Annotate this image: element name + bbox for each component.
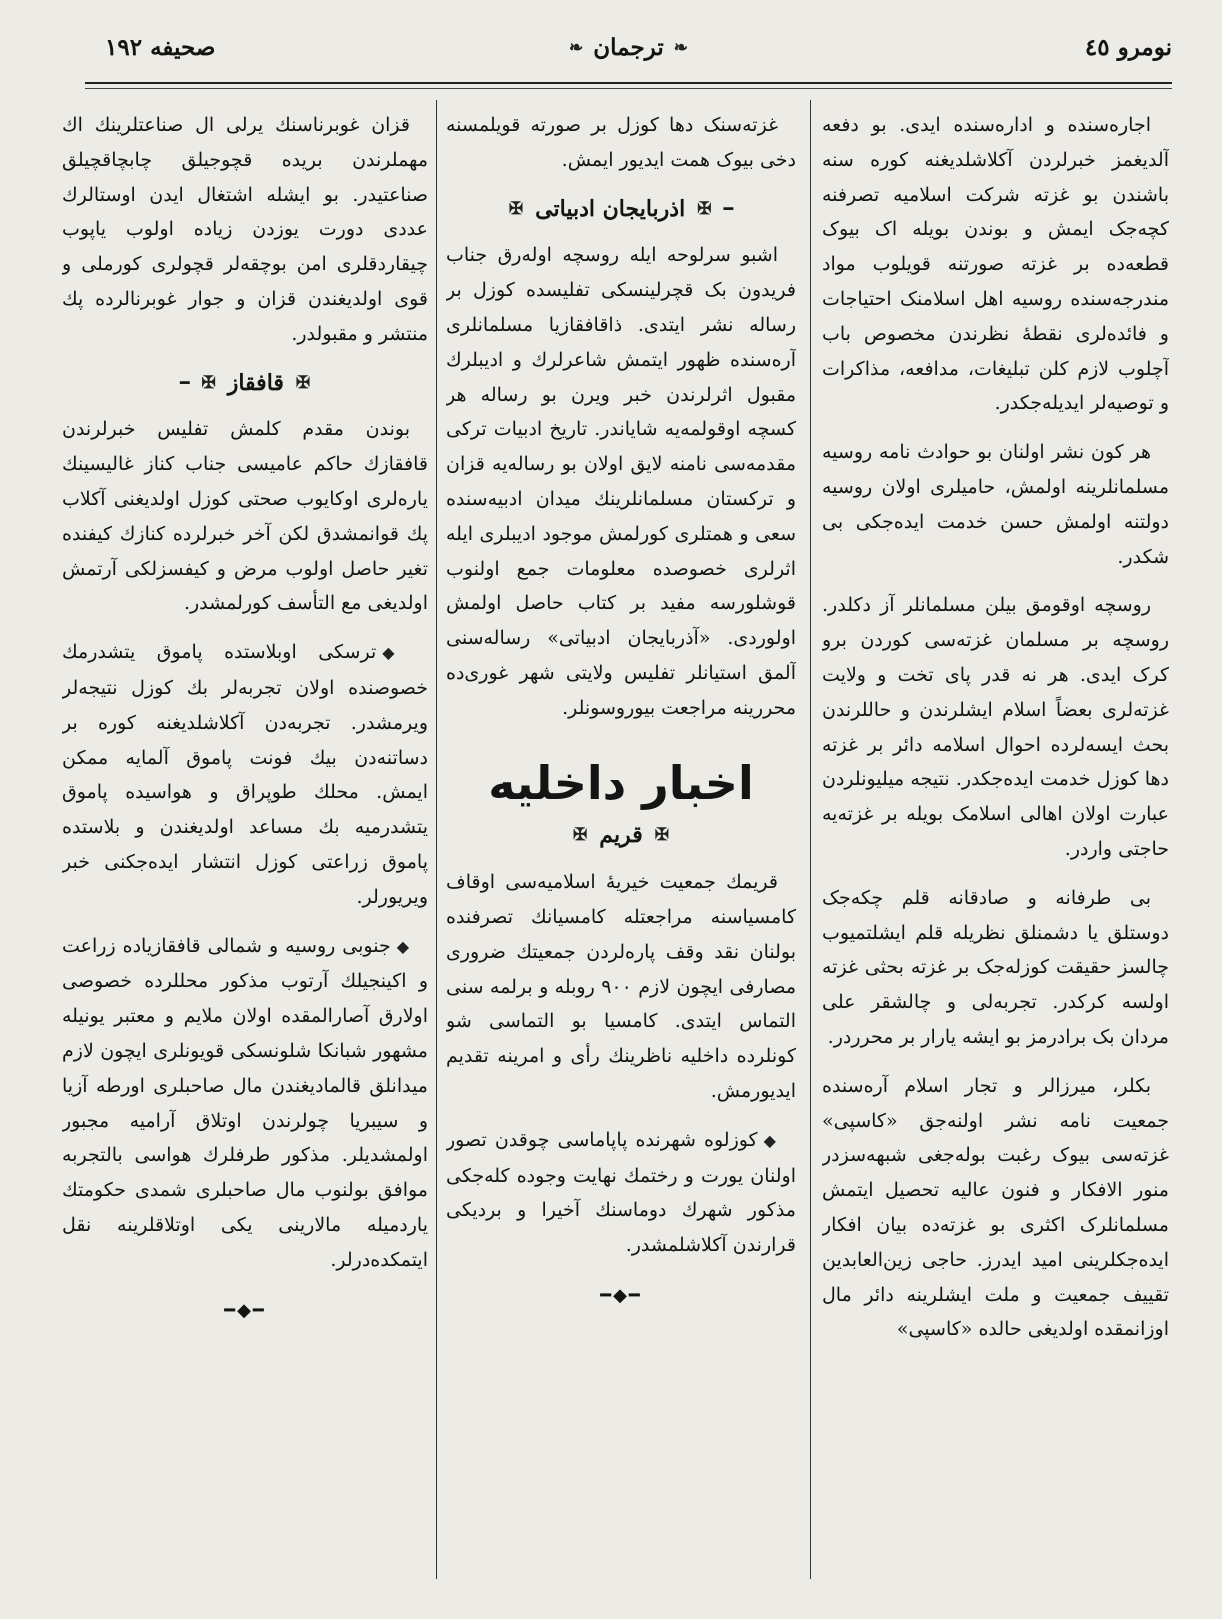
section-heading [62, 366, 428, 401]
column-right [822, 108, 1169, 1579]
section-title: قافقاز [227, 369, 284, 396]
section-title: قریم [599, 822, 643, 849]
article-paragraph: اشبو سرلوحه ایله روسچه اولەرق جناب فریدون بک قچرلینسکی تفلیسده کوزل بر رساله نشر ایتدی. ذاقافقازیا مسلمانلری آره‌سنده ظهور ایتمش شاعرلرك و ادیبلرك مقبول اثرلرندن خبر ویرن بو رساله هر کسچه اوقولمه‌یه شایاندر. تاریخ ادبیات ترکی مقدمه‌سی نامنه لایق اولان بو رساله‌یه قزان و ترکستان مسلمانلرینك میدان ادبیه‌سنده سعی و همتلری کورلمش موجود ادیبلری ایله اثرلری خصوصده معلومات جمع اولنوب قوشلورسه مفید بر کتاب حاصل اولمش اولوردی. «آذربایجان ادبیاتی» رساله‌سنی آلمق استیانلر تفلیس ولایتی شهر غوری‌ده محررینه مراجعت بیوروسونلر. [446, 244, 796, 719]
article-paragraph: قزان غوبرناسنك یرلی ال صناعتلرینك اك مهملرندن بریده قچوجیلق چابچاقچیلق صناعتیدر. بو ایشله اشتغال ایدن اوستالرك عددی دورت یوزدن زیاده اولوب یاپوب چیقاردقلری امن بوچقه‌لر قچولری کورملی و قوی اولدیغندن قزان و جوار غوبرنالرده پك منتشر و مقبولدر. [62, 114, 428, 345]
ornament-cross-icon: ✠ [201, 372, 216, 393]
column-divider [810, 100, 811, 1579]
issue-number: نومرو ٤٥ [1084, 34, 1172, 61]
masthead [569, 34, 688, 61]
ornament-cross-icon: ✠ [295, 372, 311, 393]
article-paragraph: روسچه اوقومق بیلن مسلمانلر آز دکلدر. روسچه بر مسلمان غزته‌سی کوردن برو کرک ایدی. هر نه قدر پای تخت و ولایت غزته‌لری بعضاً اسلام ایشلرندن و حاللرندن بحث ایسه‌لرده احوال اسلامه دائر بر غزته دها کوزل خدمت ایده‌جکدر. نتیجه میلیونلردن عبارت اولان اهالی اسلامک بویله بر غزته‌یه حاجتی واردر. [822, 594, 1169, 860]
diamond-icon: ◆ [396, 936, 410, 956]
article-paragraph: قریمك جمعیت خیریهٔ اسلامیه‌سی اوقاف کامسیاسنه مراجعتله کامسیانك تصرفنده بولنان نقد وقف پاره‌لردن جمعیتك ضروری مصارفی ایچون لازم ٩٠٠ روبله و برلمه سنی التماس ایتدی. کامسیا بو التماسی شو کونلرده داخلیه ناظرینك رأی و امرینه تقدیم ایدیورمش. [446, 871, 796, 1102]
column-middle [446, 108, 796, 1579]
diamond-icon: ◆ [763, 1130, 778, 1150]
column-left [62, 108, 428, 1579]
fleuron-left-icon: ❧ [568, 37, 584, 58]
article-paragraph [446, 1123, 796, 1263]
end-ornament-icon: ━◆━ [224, 1299, 266, 1321]
article-paragraph: بی طرفانه و صادقانه قلم چکه‌جک دوستلق یا دشمنلق نظریله قلم ایشلتمیوب چالسز حقیقت کوزله‌جک بر غزته بحثی غزته اولسه کرکدر. تجربه‌لی و چالشقر علی مردان بک برادرمز بو ایشه یارار بر محرردر. [822, 886, 1169, 1048]
article-paragraph [62, 929, 428, 1278]
article-paragraph: غزته‌سنک دها کوزل بر صورته قویلمسنه دخی بیوک همت ایدیور ایمش. [446, 114, 796, 171]
header-rule-thin [85, 88, 1172, 89]
page-header [85, 28, 1172, 78]
section-heading [446, 818, 796, 853]
article-paragraph: بوندن مقدم کلمش تفلیس خبرلرندن قافقازك حاکم عامیسی جناب کناز غالیسینك یاره‌لری اوکایوب صحتی کوزل اولدیغنی آکلاب پك قوانمشدق لکن آخر خبرلرده کنازك کیفنده تغیر حاصل اولوب مرض و کیفسزلکی آرتمش اولدیغی مع التأسف کورلمشدر. [62, 418, 428, 615]
column-divider [436, 100, 437, 1579]
paragraph-text: کوزلوه شهرنده پاپاماسی چوقدن تصور اولنان یورت و رختمك نهایت وجوده کله‌جکی مذکور شهرك دوماسنك آخیرا و بردیکی قرارندن آکلاشلمشدر. [446, 1128, 796, 1257]
paragraph-text: ترسکی اوبلاستده پاموق یتشدرمك خصوصنده اولان تجربه‌لر بك کوزل نتیجه‌لر ویرمشدر. تجربه‌دن آکلاشلدیغنه کوره بر دساتنه‌دن بیك فونت پاموق آلمایه ممکن ایمش. محلك طوپراق و هواسیده پاموق یتشدرمیه بك مساعد اولدیغندن و بلاستده پاموق زراعتی کوزل انتشار ایده‌جکنی خبر ویریورلر. [62, 641, 428, 908]
section-heading [446, 192, 796, 227]
ornament-dash-icon: ━ [723, 198, 734, 218]
article-paragraph: بکلر، میرزالر و تجار اسلام آره‌سنده جمعیت نامه نشر اولنه‌جق «کاسپی» غزته‌سی بیوک رغبت بوله‌جغی شبهه‌سزدر منور الافکار و فنون عالیه تحصیل ایتمش مسلمانلرک اکثری بو غزته‌ده بیان افکار ایده‌جکلرینی امید ایدرز. حاجی زین‌العابدین تقییف جمعیت و ملت ایشلرینه دائر مال اوزانمقده اولدیغی حالده «کاسپی» [822, 1074, 1169, 1341]
end-ornament-icon: ━◆━ [600, 1284, 642, 1306]
diamond-icon: ◆ [382, 643, 410, 663]
ornament-cross-icon: ✠ [508, 198, 524, 219]
ornament-cross-icon: ✠ [697, 198, 712, 219]
article-paragraph: اجاره‌سنده و اداره‌سنده ایدی. بو دفعه آلدیغمز خبرلردن آکلاشلدیغنه کوره سنه باشندن بو غزته شرکت اسلامیه تصرفنه کچه‌جک ایمش و بوندن بویله اک بیوک قطعه‌ده بر غزته صورتنه قویلوب مواد مندرجه‌سنده روسیه اهل اسلامنک احتیاجات و فائده‌لری نقطهٔ نظرندن مخصوص باب آچلوب لازم کلن تبلیغات، مدافعه، مذاکرات و توصیه‌لر ایدیله‌جکدر. [822, 114, 1169, 415]
header-rule [85, 82, 1172, 84]
page-number: صحیفه ١٩٢ [105, 34, 216, 61]
article-paragraph: هر کون نشر اولنان بو حوادث نامه روسیه مسلمانلرینه اولمش، حامیلری اولان روسیه دولتنه اولمش حسن خدمت ایده‌جکی بی شکدر. [822, 441, 1169, 568]
ornament-cross-icon: ✠ [654, 825, 669, 846]
paragraph-text: جنوبی روسیه و شمالی قافقازیاده زراعت و اکینجیلك آرتوب مذکور محللرده خصوصی اولارق آصارالمقده اولان ملایم و معتبر یونیله مشهور شبانکا شلونسکی قویونلری ایچون لازم میدانلق قالمادیغندن مال صاحبلری اورطه آزیا و سیبریا چولرندن اوتلاق آرامیه مجبور اولمشدیلر. مذکور طرفلرك هواسی بالتجربه موافق بولنوب مال صاحبلری شمدی حکومتك یاردمیله مالارینی یکی اوتلاقلرینه نقل ایتمکده‌درلر. [62, 934, 428, 1271]
paper-title: ترجمان [593, 34, 664, 61]
ornament-dash-icon: ━ [179, 372, 190, 392]
article-paragraph [62, 635, 428, 914]
section-title: اذربایجان ادبیاتی [535, 195, 686, 222]
big-heading: اخبار داخلیه [488, 755, 754, 810]
fleuron-right-icon: ❧ [673, 37, 689, 58]
ornament-cross-icon: ✠ [573, 825, 588, 846]
